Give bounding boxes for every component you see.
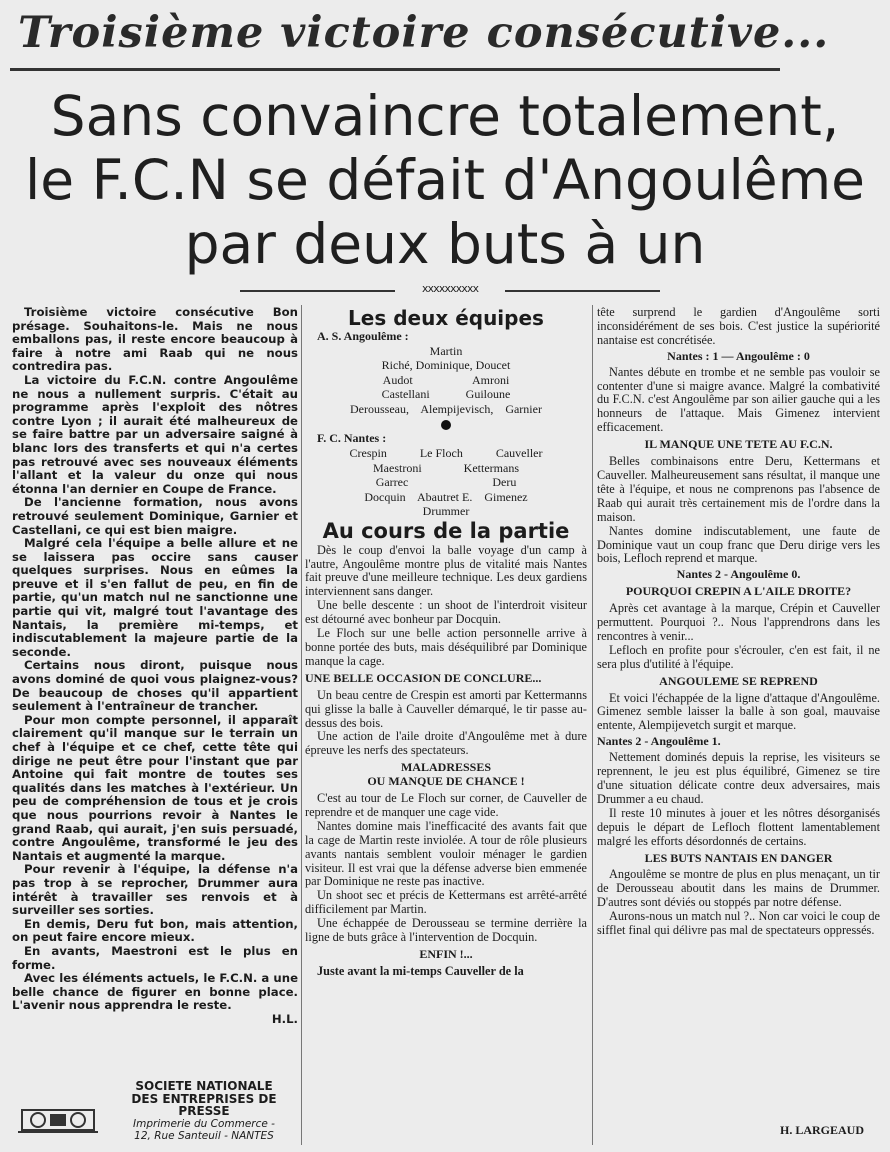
kicker: Troisième victoire consécutive...	[18, 8, 830, 58]
headline-line-3: par deux buts à un	[184, 212, 706, 276]
lineup-line: Maestroni Kettermans	[373, 460, 519, 475]
paragraph: Un beau centre de Crespin est amorti par Kettermanns qui glisse la balle à Cauveller démarqué, le tir passe au-dessus des bois.	[305, 687, 587, 730]
paragraph: De l'ancienne formation, nous avons retrouvé seulement Dominique, Garnier et Castellani, ce qui est bien maigre.	[12, 495, 298, 537]
headline	[0, 84, 890, 276]
team-nantes-label: F. C. Nantes :	[317, 431, 387, 446]
lineup-line: Riché, Dominique, Doucet	[381, 358, 511, 373]
paragraph: Une échappée de Derousseau se termine derrière la ligne de buts grâce à l'intervention de Docquin.	[305, 916, 587, 945]
subheading: IL MANQUE UNE TETE AU F.C.N.	[644, 437, 833, 452]
publisher-line: Imprimerie du Commerce -	[133, 1117, 275, 1130]
publisher-line: SOCIETE NATIONALE	[135, 1079, 273, 1093]
paragraph: Aurons-nous un match nul ?.. Non car voici le coup de sifflet final qui délivre pas mal de spectateurs oppressés.	[597, 909, 880, 938]
paragraph: Angoulême se montre de plus en plus menaçant, un tir de Derousseau aboutit dans les mains de Drummer. D'autres sont déviés ou stoppés par notre défense.	[597, 867, 880, 910]
team-angouleme-lineup	[305, 344, 587, 417]
paragraph: Belles combinaisons entre Deru, Kettermans et Cauveller. Malheureusement sans résultat, il manque une tête à l'équipe, et nous ne comprenons pas l'absence de Raab qui aurait très certainement mis de l'ordre dans la maison.	[597, 454, 880, 524]
paragraph: En avants, Maestroni est le plus en forme.	[12, 943, 298, 972]
printing-press-icon	[18, 1100, 98, 1136]
score-line: Nantes 2 - Angoulême 1.	[597, 734, 721, 749]
publisher-imprint	[10, 1080, 300, 1146]
author-byline: H. LARGEAUD	[779, 1123, 864, 1137]
column-divider	[592, 305, 593, 1145]
paragraph: C'est au tour de Le Floch sur corner, de Cauveller de reprendre et de manquer une cage vide.	[305, 791, 587, 819]
column-divider	[301, 305, 302, 1145]
teams-title: Les deux équipes	[348, 306, 544, 330]
headline-line-2: le F.C.N se défait d'Angoulême	[25, 148, 865, 212]
team-nantes-lineup	[305, 446, 587, 519]
paragraph: Nantes domine indiscutablement, une faute de Dominique vaut un coup franc que Deru dirige vers les bois, Lefloch reprend et marque.	[597, 523, 880, 566]
headline-line-1: Sans convaincre totalement,	[50, 84, 840, 148]
subheading: POURQUOI CREPIN A L'AILE DROITE?	[625, 584, 852, 599]
separator-dot	[441, 420, 451, 430]
paragraph: Lefloch en profite pour s'écrouler, c'en est fait, il ne sera plus d'utilité à l'équipe.	[597, 642, 880, 671]
team-angouleme-label: A. S. Angoulême :	[317, 328, 409, 343]
subheading-line: MALADRESSES	[400, 760, 492, 775]
paragraph: Nantes domine mais l'inefficacité des avants fait que la cage de Martin reste inviolée. A tour de rôle plusieurs avants nantais semblent vouloir ménager le gardien visiteur. Il est vrai que la défense adverse bien emmenée par Dominique ne reste pas inactive.	[305, 818, 587, 889]
lineup-line: Derousseau, Alempijevisch, Garnier	[350, 401, 542, 416]
paragraph: Une action de l'aile droite d'Angoulême met à dure épreuve les nerfs des spectateurs.	[305, 729, 587, 758]
publisher-text	[108, 1080, 300, 1143]
lineup-line: Drummer	[422, 504, 470, 519]
publisher-line: 12, Rue Santeuil - NANTES	[134, 1130, 274, 1142]
publisher-line: DES ENTREPRISES DE PRESSE	[131, 1091, 277, 1118]
paragraph: Pour revenir à l'équipe, la défense n'a pas trop à se reprocher, Drummer aura intérêt à travailler ses renvois et à surveiller ses sorties.	[12, 862, 298, 918]
score-line: Nantes : 1 — Angoulême : 0	[667, 348, 810, 363]
paragraph: Nettement dominés depuis la reprise, les visiteurs se reprennent, le jeu est plus équilibré, Gimenez se tire d'une situation délicate contre deux adversaires, mais Drummer a eu chaud.	[597, 750, 880, 806]
subheading: ANGOULEME SE REPREND	[659, 673, 818, 688]
paragraph: Après cet avantage à la marque, Crépin et Cauveller permuttent. Pourquoi ?.. Nous l'apprendrons dans les rencontres à venir...	[597, 601, 880, 643]
lineup-line: Garrec Deru	[375, 475, 517, 490]
lineup-line: Audot Amroni	[382, 372, 510, 387]
paragraph: Juste avant la mi-temps Cauveller de la	[317, 963, 524, 978]
column-match-report	[305, 306, 587, 979]
paragraph: Malgré cela l'équipe a belle allure et ne se laissera pas occire sans causer quelques surprises. Nous en eûmes la preuve et il s'en fallut de peu, en fin de partie, qu'un match nul ne sanctionne une partie qui vit, malgré tout l'avantage des Nantais, la première mi-temps, et indiscutablement la majeure partie de la seconde.	[12, 536, 298, 659]
paragraph: Troisième victoire consécutive Bon présage. Souhaitons-le. Mais ne nous emballons pas, il reste encore beaucoup à faire à notre ami Raab qui ne nous contredira pas.	[12, 305, 298, 374]
subheading-line: OU MANQUE DE CHANCE !	[367, 774, 525, 789]
paragraph: Nantes débute en trombe et ne semble pas vouloir se contenter d'une si maigre avance. Malgré la combativité du F.C.N. c'est Angoulême par son ailier gauche qui a les honneurs de l'attaque. Mais Gimenez intervient efficacement.	[597, 364, 880, 435]
paragraph: Et voici l'échappée de la ligne d'attaque d'Angoulême. Gimenez semble laisser la balle à son goal, mauvaise entente, Alempijevetch surgit et marque.	[597, 690, 880, 733]
subheading: LES BUTS NANTAIS EN DANGER	[644, 850, 833, 865]
lineup-line: Martin	[429, 343, 463, 358]
match-section-title: Au cours de la partie	[322, 518, 570, 543]
column-match-report-continued	[597, 306, 880, 938]
kicker-rule	[10, 68, 780, 71]
lineup-line: Crespin Le Floch Cauveller	[349, 446, 543, 461]
lineup-line: Castellani Guiloune	[381, 387, 511, 402]
lineup-line: Docquin Abautret E. Gimenez	[364, 489, 528, 504]
ornament-divider: xxxxxxxxxx	[240, 282, 660, 298]
paragraph: Dès le coup d'envoi la balle voyage d'un camp à l'autre, Angoulême montre plus de vitalité mais Nantes fait preuve d'une meilleure technique. Les deux gardiens interviennent sans danger.	[305, 542, 587, 599]
subheading: ENFIN !...	[419, 947, 473, 961]
paragraph: Il reste 10 minutes à jouer et les nôtres désorganisés depuis le départ de Lefloch flottent lamentablement malgré les efforts désordonnés de certains.	[597, 805, 880, 848]
paragraph: Pour mon compte personnel, il apparaît clairement qu'il manque sur le terrain un chef à l'équipe et ce chef, cette tête qui dirige ne peut être pour l'instant que par Antoine qui fait montre de toutes ses qualités dans les matches à l'extérieur. Un peu de compréhension de tous et je crois que nous pourrions revoir à Nantes le grand Raab, qui aurait, j'en suis persuadé, contre Angoulême, transformé le jeu des Nantais et augmenté la marque.	[12, 712, 298, 863]
paragraph: Un shoot sec et précis de Kettermans est arrêté-arrêté difficilement par Martin.	[305, 888, 587, 917]
paragraph: Une belle descente : un shoot de l'interdroit visiteur est détourné avec bonheur par Docquin.	[305, 598, 587, 627]
paragraph: La victoire du F.C.N. contre Angoulême ne nous a nullement surpris. C'était au programme après l'exploit des nôtres contre Lyon ; il aurait été malheureux de se faire battre par un adversaire saigné à blanc lors des transferts et qui n'a certes pas retrouvé avec ses nouveaux éléments l'allant et la valeur du onze qui nous étonna l'an dernier en Coupe de France.	[12, 372, 298, 496]
paragraph: Avec les éléments actuels, le F.C.N. a une belle chance de figurer en bonne place. L'avenir nous apprendra le reste.	[12, 971, 298, 1013]
paragraph: Certains nous diront, puisque nous avons dominé de quoi vous plaignez-vous? De beaucoup de choses qu'il appartient seulement à l'entraîneur de trancher.	[12, 658, 298, 714]
paragraph: En demis, Deru fut bon, mais attention, on peut faire encore mieux.	[12, 916, 298, 945]
paragraph: tête surprend le gardien d'Angoulême sorti inconsidérément de ses bois. C'est justice la supériorité nantaise est concrétisée.	[597, 305, 880, 347]
paragraph: Le Floch sur une belle action personnelle arrive à bonne portée des buts, mais déséquilibré par Dominique manque la cage.	[305, 626, 587, 668]
score-line: Nantes 2 - Angoulême 0.	[676, 567, 801, 582]
subheading	[305, 761, 587, 789]
editorial-signature: H.L.	[271, 1011, 298, 1026]
subheading: UNE BELLE OCCASION DE CONCLURE...	[305, 670, 542, 685]
column-editorial	[12, 306, 298, 1026]
